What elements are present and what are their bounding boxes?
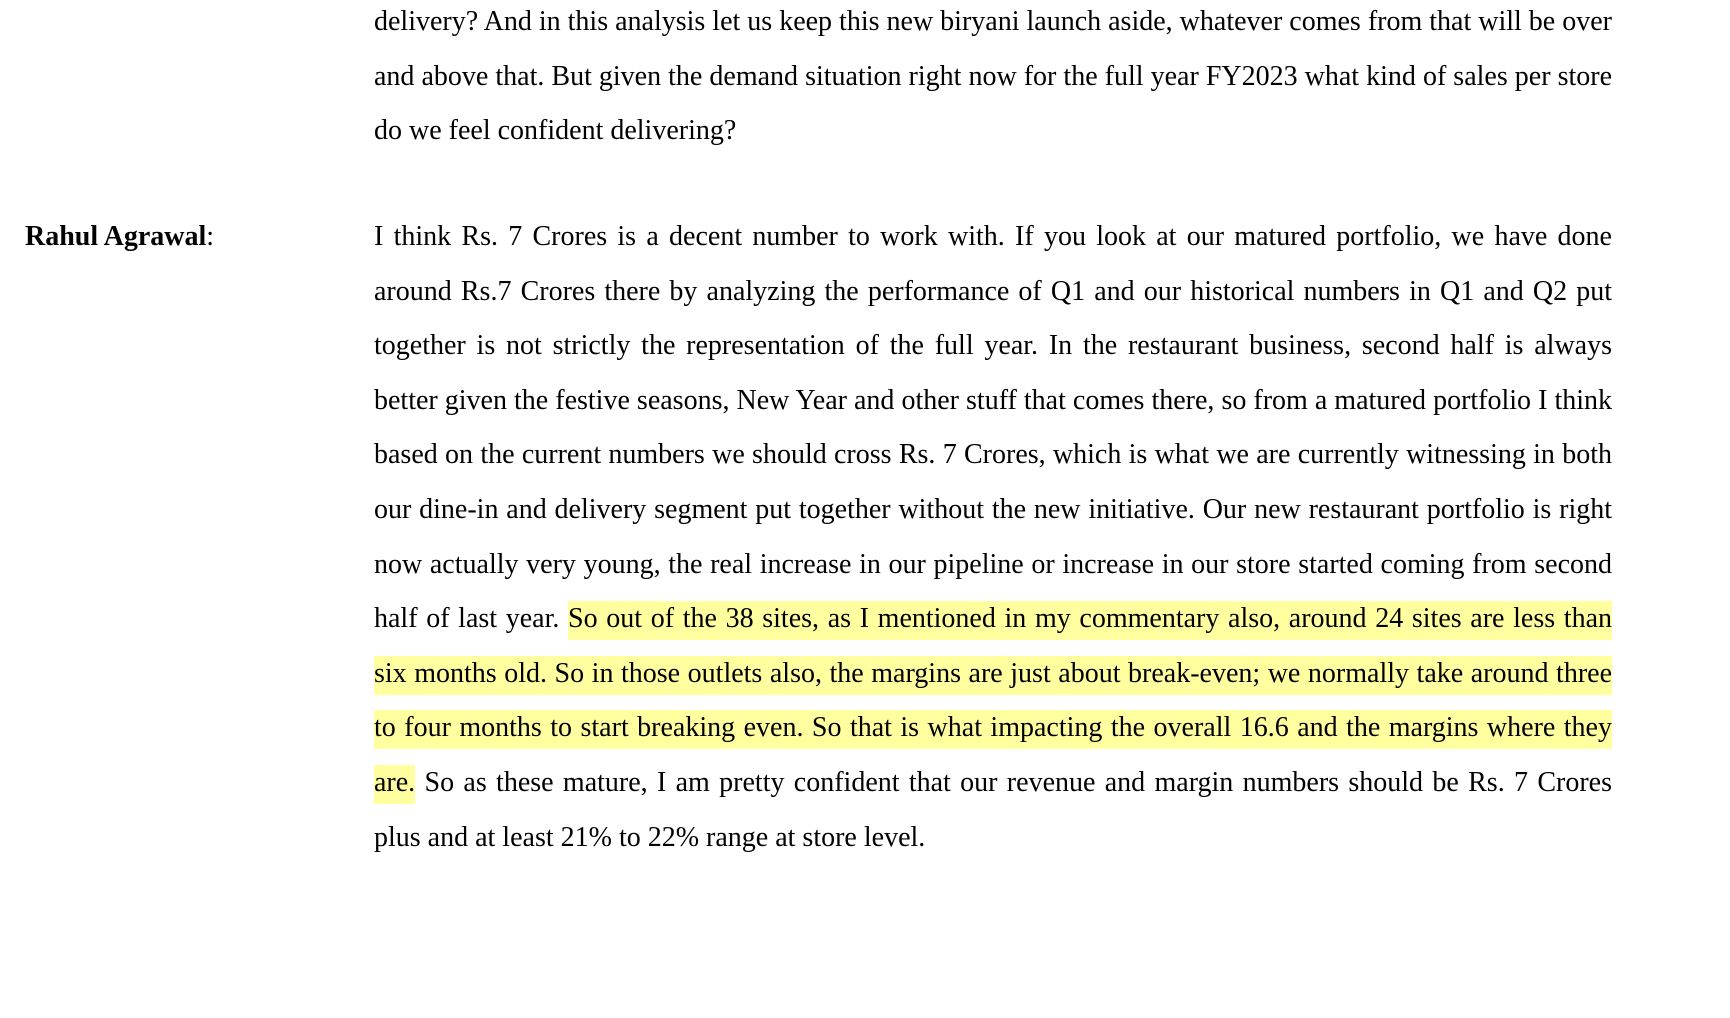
answer-paragraph — [374, 210, 1612, 865]
highlighted-text: So out of the 38 sites, as I mentioned in my commentary also, around 24 sites are less than six months old. So in those outlets also, the margins are just about break-even; we normally take around three to four months to start breaking even. So that is what impacting the overall 16.6 and the margins where they are. — [374, 601, 1612, 804]
previous-question-paragraph: delivery? And in this analysis let us keep this new biryani launch aside, whatever comes from that will be over and above that. But given the demand situation right now for the full year FY2023 what kind of sales per store do we feel confident delivering? — [374, 6, 1612, 147]
speaker-name: Rahul Agrawal — [25, 221, 207, 252]
speaker-label — [25, 210, 214, 265]
speaker-colon: : — [206, 221, 215, 252]
answer-text-before-highlight: I think Rs. 7 Crores is a decent number to work with. If you look at our matured portfolio, we have done around Rs.7 Crores there by analyzing the performance of Q1 and our historical numbers in Q1 and Q2 put together is not strictly the representation of the full year. In the restaurant business, second half is always better given the festive seasons, New Year and other stuff that comes there, so from a matured portfolio I think based on the current numbers we should cross Rs. 7 Crores, which is what we are currently witnessing in both our dine-in and delivery segment put together without the new initiative. Our new restaurant portfolio is right now actually very young, the real increase in our pipeline or increase in our store started coming from second half of last year. — [374, 221, 1612, 635]
answer-text-after-highlight: So as these mature, I am pretty confident that our revenue and margin numbers should be Rs. 7 Crores plus and at least 21% to 22% range at store level. — [374, 766, 1612, 853]
